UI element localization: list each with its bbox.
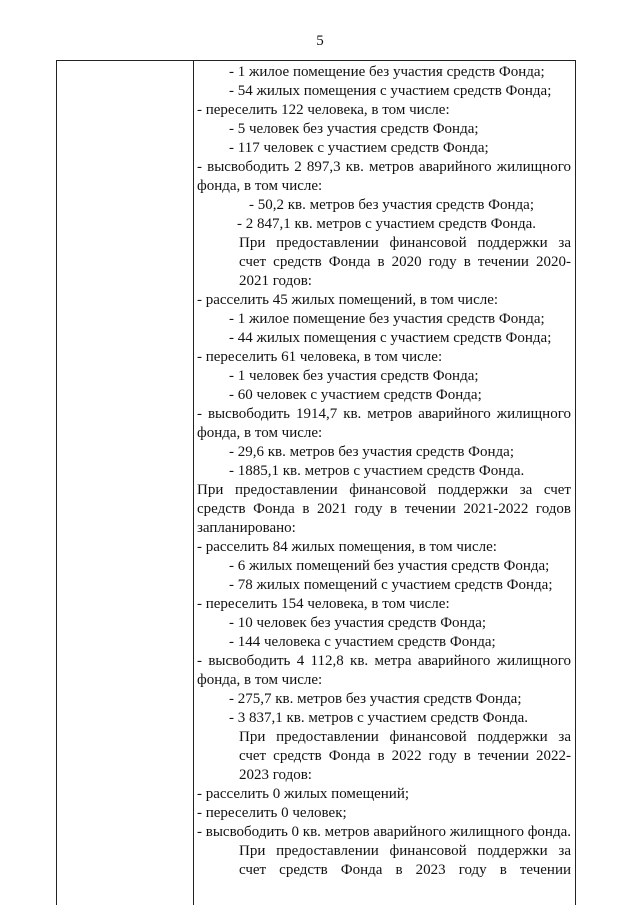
list-item: - 60 человек с участием средств Фонда;: [229, 387, 482, 403]
list-item: - 2 847,1 кв. метров с участием средств Фонда.: [237, 216, 537, 232]
list-item: - 5 человек без участия средств Фонда;: [229, 121, 479, 137]
table-cell-text: [197, 63, 571, 880]
paragraph: - высвободить 4 112,8 кв. метра аварийного жилищного фонда, в том числе:: [197, 653, 571, 688]
paragraph: - высвободить 1914,7 кв. метров аварийного жилищного фонда, в том числе:: [197, 406, 571, 441]
paragraph: При предоставлении финансовой поддержки за счет средств Фонда в 2023 году в течении: [239, 843, 571, 878]
list-item: - 54 жилых помещения с участием средств Фонда;: [229, 83, 552, 99]
list-item: - переселить 61 человека, в том числе:: [197, 349, 443, 365]
list-item: - 275,7 кв. метров без участия средств Фонда;: [229, 691, 522, 707]
list-item: - переселить 122 человека, в том числе:: [197, 102, 450, 118]
list-item: - 10 человек без участия средств Фонда;: [229, 615, 487, 631]
list-item: - 1 жилое помещение без участия средств Фонда;: [229, 311, 545, 327]
list-item: - 3 837,1 кв. метров с участием средств Фонда.: [229, 710, 529, 726]
list-item: - 44 жилых помещения с участием средств Фонда;: [229, 330, 552, 346]
list-item: - 1885,1 кв. метров с участием средств Фонда.: [229, 463, 525, 479]
paragraph: При предоставлении финансовой поддержки за счет средств Фонда в 2022 году в течении 2022-2023 годов:: [239, 729, 571, 783]
list-item: - переселить 0 человек;: [197, 805, 347, 821]
list-item: - 1 жилое помещение без участия средств Фонда;: [229, 64, 545, 80]
list-item: - 117 человек с участием средств Фонда;: [229, 140, 489, 156]
paragraph: - высвободить 0 кв. метров аварийного жилищного фонда.: [197, 824, 571, 840]
table-column-divider: [193, 60, 194, 905]
list-item: - расселить 45 жилых помещений, в том числе:: [197, 292, 499, 308]
list-item: - расселить 0 жилых помещений;: [197, 786, 410, 802]
list-item: - 144 человека с участием средств Фонда;: [229, 634, 496, 650]
list-item: - 78 жилых помещений с участием средств Фонда;: [229, 577, 553, 593]
list-item: - 50,2 кв. метров без участия средств Фонда;: [249, 197, 535, 213]
paragraph: При предоставлении финансовой поддержки за счет средств Фонда в 2021 году в течении 2021-2022 годов запланировано:: [197, 482, 571, 536]
page-number: 5: [316, 33, 324, 49]
paragraph: - высвободить 2 897,3 кв. метров аварийного жилищного фонда, в том числе:: [197, 159, 571, 194]
list-item: - 1 человек без участия средств Фонда;: [229, 368, 479, 384]
list-item: - переселить 154 человека, в том числе:: [197, 596, 450, 612]
list-item: - 6 жилых помещений без участия средств Фонда;: [229, 558, 550, 574]
paragraph: При предоставлении финансовой поддержки за счет средств Фонда в 2020 году в течении 2020-2021 годов:: [239, 235, 571, 289]
list-item: - 29,6 кв. метров без участия средств Фонда;: [229, 444, 515, 460]
list-item: - расселить 84 жилых помещения, в том числе:: [197, 539, 497, 555]
